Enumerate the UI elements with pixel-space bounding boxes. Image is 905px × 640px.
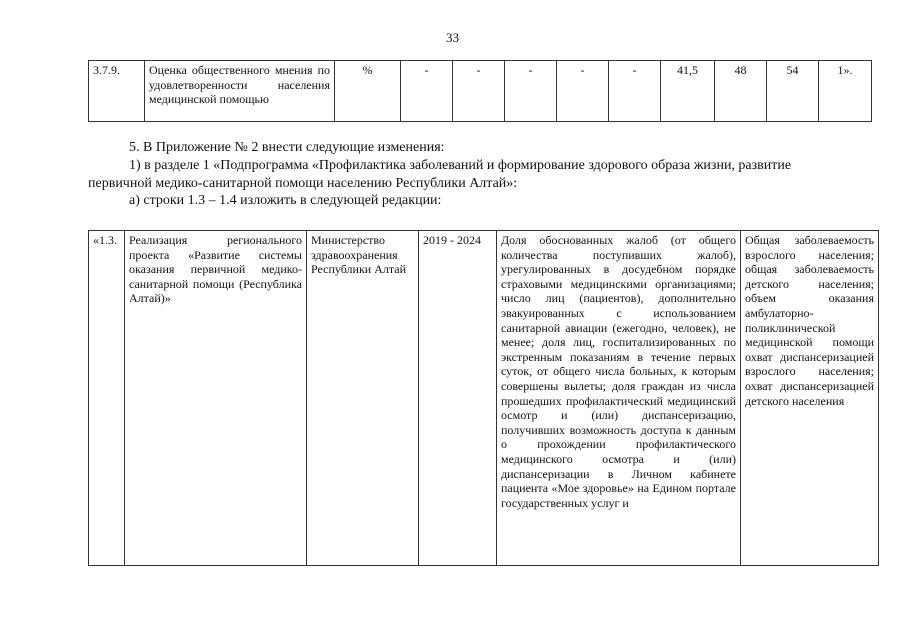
period-cell: 2019 - 2024 xyxy=(419,231,497,566)
value-cell: 1». xyxy=(819,61,872,122)
top-table xyxy=(88,60,872,122)
value-cell: 54 xyxy=(767,61,819,122)
indicator-name: Оценка общественного мнения по удовлетворенности населения медицинской помощью xyxy=(145,61,335,122)
paragraph-rows: а) строки 1.3 – 1.4 изложить в следующей редакции: xyxy=(129,193,442,208)
executor-cell: Министерство здравоохранения Республики Алтай xyxy=(307,231,419,566)
indicators-cell: Доля обоснованных жалоб (от общего количества поступивших жалоб), урегулированных в досудебном порядке страховыми медицинскими организациями; число лиц (пациентов), дополнительно эвакуированных с использованием санитарной авиации (ежегодно, человек), не менее; доля лиц, госпитализированных по экстренным показаниям в течение первых суток, от общего числа больных, к которым совершены вылеты; доля граждан из числа прошедших профилактический медицинский осмотр и (или) диспансеризацию, получивших возможность доступа к данным о прохождении профилактического медицинского осмотра и (или) диспансеризации в Личном кабинете пациента «Мое здоровье» на Едином портале государственных услуг и xyxy=(497,231,741,566)
effects-cell: Общая заболеваемость взрослого населения; общая заболеваемость детского населения; объем оказания амбулаторно-поликлинической медицинской помощи охват диспансеризацией взрослого населения; охват диспансеризацией детского населения xyxy=(741,231,879,566)
value-cell: - xyxy=(453,61,505,122)
value-cell: - xyxy=(557,61,609,122)
value-cell: - xyxy=(401,61,453,122)
paragraph-section-1: 1) в разделе 1 «Подпрограмма «Профилактика заболеваний и формирование здорового образа жизни, развитие xyxy=(129,158,792,173)
paragraph-section-1-cont: первичной медико-санитарной помощи населению Республики Алтай»: xyxy=(88,176,518,191)
paragraph-5: 5. В Приложение № 2 внести следующие изменения: xyxy=(129,140,445,155)
page-number: 33 xyxy=(446,30,459,45)
unit-cell: % xyxy=(335,61,401,122)
measure-name: Реализация регионального проекта «Развитие системы оказания первичной медико-санитарной помощи (Республика Алтай)» xyxy=(125,231,307,566)
row-code: «1.3. xyxy=(89,231,125,566)
value-cell: 48 xyxy=(715,61,767,122)
main-table xyxy=(88,230,879,566)
row-code: 3.7.9. xyxy=(89,61,145,122)
value-cell: - xyxy=(505,61,557,122)
table-row xyxy=(89,231,879,566)
value-cell: - xyxy=(609,61,661,122)
value-cell: 41,5 xyxy=(661,61,715,122)
table-row xyxy=(89,61,872,122)
